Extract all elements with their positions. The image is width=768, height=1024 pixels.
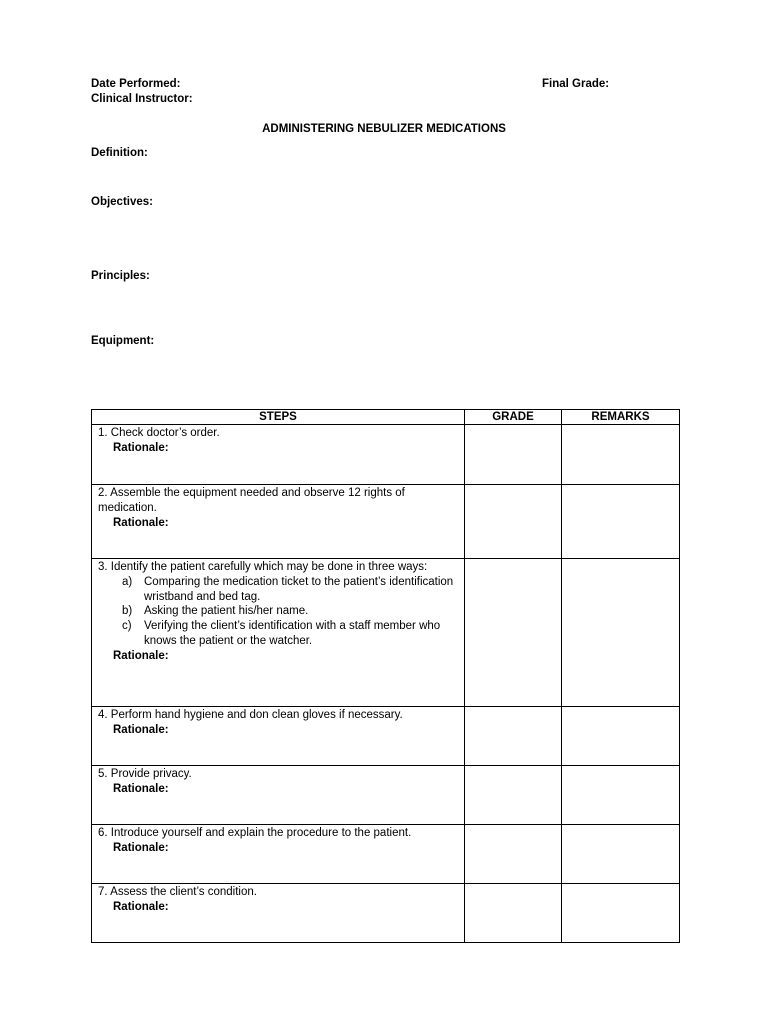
step-cell bbox=[92, 485, 465, 559]
remarks-cell[interactable] bbox=[562, 884, 680, 943]
rationale-label: Rationale: bbox=[113, 841, 169, 854]
step-cell bbox=[92, 707, 465, 766]
remarks-column-header: REMARKS bbox=[562, 410, 680, 425]
step-row-1 bbox=[92, 425, 680, 485]
step-text: 5. Provide privacy. bbox=[98, 768, 192, 780]
grade-cell[interactable] bbox=[465, 707, 562, 766]
step-cell bbox=[92, 766, 465, 825]
grade-cell[interactable] bbox=[465, 485, 562, 559]
principles-label: Principles: bbox=[91, 270, 150, 282]
remarks-cell[interactable] bbox=[562, 425, 680, 485]
rationale-label: Rationale: bbox=[113, 441, 169, 454]
rationale-label: Rationale: bbox=[113, 900, 169, 913]
remarks-cell[interactable] bbox=[562, 825, 680, 884]
step-text: 1. Check doctor’s order. bbox=[98, 427, 220, 439]
step-cell bbox=[92, 884, 465, 943]
final-grade-label: Final Grade: bbox=[542, 78, 610, 90]
list-item-text: Comparing the medication ticket to the patient’s identification wristband and bed tag. bbox=[144, 575, 454, 603]
grade-column-header: GRADE bbox=[465, 410, 562, 425]
list-marker: b) bbox=[122, 605, 133, 618]
grade-cell[interactable] bbox=[465, 884, 562, 943]
step-row-2 bbox=[92, 485, 680, 559]
grade-cell[interactable] bbox=[465, 825, 562, 884]
step-row-5 bbox=[92, 766, 680, 825]
rationale-label: Rationale: bbox=[113, 649, 169, 662]
list-item bbox=[98, 575, 460, 605]
grade-cell[interactable] bbox=[465, 559, 562, 707]
rationale-label: Rationale: bbox=[113, 516, 169, 529]
remarks-cell[interactable] bbox=[562, 559, 680, 707]
remarks-cell[interactable] bbox=[562, 707, 680, 766]
step-row-7 bbox=[92, 884, 680, 943]
list-item-text: Verifying the client’s identification with a staff member who knows the patient or the watcher. bbox=[144, 620, 441, 647]
grade-cell[interactable] bbox=[465, 766, 562, 825]
rationale-label: Rationale: bbox=[113, 782, 169, 795]
step-row-6 bbox=[92, 825, 680, 884]
step-cell bbox=[92, 425, 465, 485]
list-marker: c) bbox=[122, 620, 132, 633]
step-text: 7. Assess the client’s condition. bbox=[98, 886, 257, 898]
procedure-steps-table bbox=[91, 409, 680, 943]
identification-methods-list bbox=[98, 575, 460, 649]
document-title: ADMINISTERING NEBULIZER MEDICATIONS bbox=[262, 123, 506, 135]
equipment-label: Equipment: bbox=[91, 335, 155, 347]
step-text: 2. Assemble the equipment needed and observe 12 rights of medication. bbox=[98, 487, 405, 514]
date-performed-label: Date Performed: bbox=[91, 78, 181, 90]
rationale-label: Rationale: bbox=[113, 723, 169, 736]
table-header-row bbox=[92, 410, 680, 425]
step-cell bbox=[92, 559, 465, 707]
list-item bbox=[98, 619, 460, 649]
step-text: 3. Identify the patient carefully which may be done in three ways: bbox=[98, 561, 428, 573]
grade-cell[interactable] bbox=[465, 425, 562, 485]
step-row-4 bbox=[92, 707, 680, 766]
definition-label: Definition: bbox=[91, 147, 148, 159]
list-item-text: Asking the patient his/her name. bbox=[144, 605, 309, 618]
remarks-cell[interactable] bbox=[562, 485, 680, 559]
list-item bbox=[98, 604, 460, 619]
step-text: 6. Introduce yourself and explain the procedure to the patient. bbox=[98, 827, 412, 839]
remarks-cell[interactable] bbox=[562, 766, 680, 825]
steps-column-header: STEPS bbox=[92, 410, 465, 425]
step-row-3 bbox=[92, 559, 680, 707]
step-cell bbox=[92, 825, 465, 884]
step-text: 4. Perform hand hygiene and don clean gloves if necessary. bbox=[98, 709, 403, 721]
objectives-label: Objectives: bbox=[91, 196, 153, 208]
list-marker: a) bbox=[122, 575, 133, 588]
clinical-instructor-label: Clinical Instructor: bbox=[91, 93, 193, 105]
